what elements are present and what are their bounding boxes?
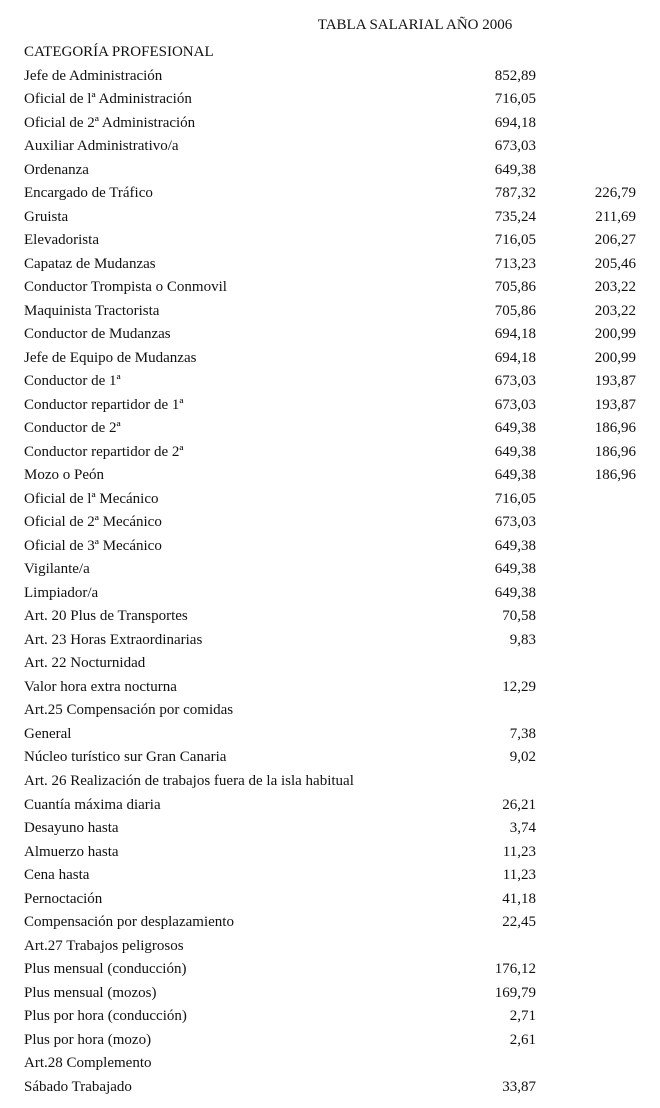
row-value-primary: 716,05 — [494, 490, 536, 507]
table-row — [24, 770, 638, 794]
row-label: Desayuno hasta — [24, 820, 119, 837]
row-label: Oficial de 2ª Mecánico — [24, 514, 162, 531]
row-value-primary: 716,05 — [494, 91, 536, 108]
row-value-primary: 41,18 — [502, 890, 536, 907]
row-value-secondary: 186,96 — [594, 467, 636, 484]
row-label: Plus por hora (conducción) — [24, 1008, 187, 1025]
row-label: Art.28 Complemento — [24, 1055, 152, 1072]
row-value-primary: 33,87 — [502, 1078, 536, 1095]
row-value-primary: 22,45 — [502, 914, 536, 931]
row-label: Art.25 Compensación por comidas — [24, 702, 234, 719]
row-value-primary: 649,38 — [494, 161, 536, 178]
table-row — [24, 794, 638, 818]
row-label: Plus por hora (mozo) — [24, 1031, 152, 1048]
row-value-primary: 70,58 — [502, 608, 536, 625]
row-label: Oficial de lª Administración — [24, 91, 192, 108]
row-label: Capataz de Mudanzas — [24, 255, 156, 272]
table-row — [24, 65, 638, 89]
row-label: Ordenanza — [24, 161, 89, 178]
row-value-primary: 673,03 — [494, 373, 536, 390]
row-label: General — [24, 725, 72, 742]
table-row — [24, 300, 638, 324]
table-row — [24, 159, 638, 183]
row-label: Almuerzo hasta — [24, 843, 119, 860]
table-row — [24, 558, 638, 582]
row-value-primary: 2,71 — [509, 1008, 536, 1025]
row-value-primary: 176,12 — [494, 961, 536, 978]
row-label: Conductor repartidor de 1ª — [24, 396, 184, 413]
row-value-primary: 11,23 — [502, 843, 536, 860]
table-row — [24, 417, 638, 441]
table-row — [24, 135, 638, 159]
table-row — [24, 699, 638, 723]
table-row — [24, 723, 638, 747]
table-row — [24, 276, 638, 300]
row-value-primary: 735,24 — [494, 208, 536, 225]
row-value-primary: 9,83 — [509, 631, 536, 648]
row-label: Plus mensual (conducción) — [24, 961, 187, 978]
row-label: Oficial de lª Mecánico — [24, 490, 159, 507]
row-value-primary: 694,18 — [494, 326, 536, 343]
salary-table — [24, 41, 638, 1099]
row-value-primary: 649,38 — [494, 443, 536, 460]
row-value-primary: 705,86 — [494, 302, 536, 319]
row-value-primary: 787,32 — [494, 185, 536, 202]
row-label: Compensación por desplazamiento — [24, 914, 234, 931]
row-value-secondary: 193,87 — [594, 373, 636, 390]
row-value-secondary: 200,99 — [594, 326, 636, 343]
table-row — [24, 394, 638, 418]
row-value-secondary: 193,87 — [594, 396, 636, 413]
row-value-secondary: 205,46 — [594, 255, 636, 272]
table-row — [24, 253, 638, 277]
table-row — [24, 888, 638, 912]
document-title: TABLA SALARIAL AÑO 2006 — [317, 17, 513, 33]
table-row — [24, 605, 638, 629]
row-value-primary: 9,02 — [509, 749, 536, 766]
row-value-primary: 3,74 — [509, 820, 536, 837]
row-value-primary: 649,38 — [494, 420, 536, 437]
table-row — [24, 652, 638, 676]
row-label: Conductor de 2ª — [24, 420, 121, 437]
row-value-secondary: 226,79 — [594, 185, 636, 202]
row-label: Jefe de Equipo de Mudanzas — [24, 349, 197, 366]
row-value-primary: 649,38 — [494, 537, 536, 554]
row-label: Art.27 Trabajos peligrosos — [24, 937, 184, 954]
table-row — [24, 464, 638, 488]
table-row — [24, 746, 638, 770]
row-label: Art. 22 Nocturnidad — [24, 655, 146, 672]
table-row — [24, 582, 638, 606]
table-row — [24, 229, 638, 253]
row-label: Gruista — [24, 208, 69, 225]
row-value-secondary: 206,27 — [594, 232, 636, 249]
row-label: Valor hora extra nocturna — [24, 678, 177, 695]
row-value-primary: 11,23 — [502, 867, 536, 884]
row-value-secondary: 186,96 — [594, 420, 636, 437]
table-row — [24, 1076, 638, 1100]
row-value-secondary: 186,96 — [594, 443, 636, 460]
row-label: Sábado Trabajado — [24, 1078, 132, 1095]
row-value-primary: 673,03 — [494, 396, 536, 413]
row-label: Maquinista Tractorista — [24, 302, 160, 319]
table-row — [24, 441, 638, 465]
table-row — [24, 535, 638, 559]
row-label: Cena hasta — [24, 867, 90, 884]
column-header-category: CATEGORÍA PROFESIONAL — [24, 44, 214, 60]
table-row — [24, 1005, 638, 1029]
row-value-primary: 713,23 — [494, 255, 536, 272]
table-row — [24, 511, 638, 535]
row-label: Conductor de 1ª — [24, 373, 121, 390]
table-row — [24, 488, 638, 512]
row-value-primary: 852,89 — [494, 67, 536, 84]
row-label: Encargado de Tráfico — [24, 185, 153, 202]
table-header-row — [24, 41, 638, 65]
row-value-primary: 673,03 — [494, 138, 536, 155]
row-label: Art. 23 Horas Extraordinarias — [24, 631, 203, 648]
row-label: Plus mensual (mozos) — [24, 984, 157, 1001]
row-value-primary: 649,38 — [494, 561, 536, 578]
row-value-primary: 26,21 — [502, 796, 536, 813]
table-row — [24, 982, 638, 1006]
table-row — [24, 1052, 638, 1076]
table-row — [24, 911, 638, 935]
table-row — [24, 323, 638, 347]
row-value-primary: 694,18 — [494, 349, 536, 366]
row-value-primary: 12,29 — [502, 678, 536, 695]
table-row — [24, 676, 638, 700]
row-value-secondary: 200,99 — [594, 349, 636, 366]
table-row — [24, 112, 638, 136]
row-label: Conductor repartidor de 2ª — [24, 443, 184, 460]
row-value-secondary: 211,69 — [595, 208, 636, 225]
row-value-primary: 649,38 — [494, 467, 536, 484]
table-row — [24, 629, 638, 653]
row-value-primary: 694,18 — [494, 114, 536, 131]
row-value-primary: 673,03 — [494, 514, 536, 531]
row-value-primary: 716,05 — [494, 232, 536, 249]
row-label: Pernoctación — [24, 890, 103, 907]
table-body — [24, 65, 638, 1100]
table-row — [24, 1029, 638, 1053]
row-value-primary: 649,38 — [494, 584, 536, 601]
row-label: Elevadorista — [24, 232, 99, 249]
row-label: Mozo o Peón — [24, 467, 104, 484]
row-value-primary: 705,86 — [494, 279, 536, 296]
row-label: Auxiliar Administrativo/a — [24, 138, 179, 155]
table-row — [24, 864, 638, 888]
row-label: Jefe de Administración — [24, 67, 163, 84]
table-row — [24, 347, 638, 371]
row-value-primary: 169,79 — [494, 984, 536, 1001]
row-label: Conductor Trompista o Conmovil — [24, 279, 227, 296]
row-label: Oficial de 3ª Mecánico — [24, 537, 162, 554]
row-label: Oficial de 2ª Administración — [24, 114, 196, 131]
row-label: Cuantía máxima diaria — [24, 796, 161, 813]
table-row — [24, 370, 638, 394]
row-label: Conductor de Mudanzas — [24, 326, 171, 343]
table-row — [24, 182, 638, 206]
row-label: Art. 20 Plus de Transportes — [24, 608, 188, 625]
table-row — [24, 88, 638, 112]
row-value-primary: 7,38 — [509, 725, 536, 742]
row-label: Limpiador/a — [24, 584, 99, 601]
row-value-secondary: 203,22 — [594, 302, 636, 319]
table-row — [24, 841, 638, 865]
row-value-primary: 2,61 — [509, 1031, 536, 1048]
row-label: Art. 26 Realización de trabajos fuera de la isla habitual — [24, 772, 354, 789]
table-row — [24, 935, 638, 959]
table-row — [24, 206, 638, 230]
table-row — [24, 958, 638, 982]
row-label: Vigilante/a — [24, 561, 90, 578]
table-row — [24, 817, 638, 841]
row-value-secondary: 203,22 — [594, 279, 636, 296]
row-label: Núcleo turístico sur Gran Canaria — [24, 749, 227, 766]
